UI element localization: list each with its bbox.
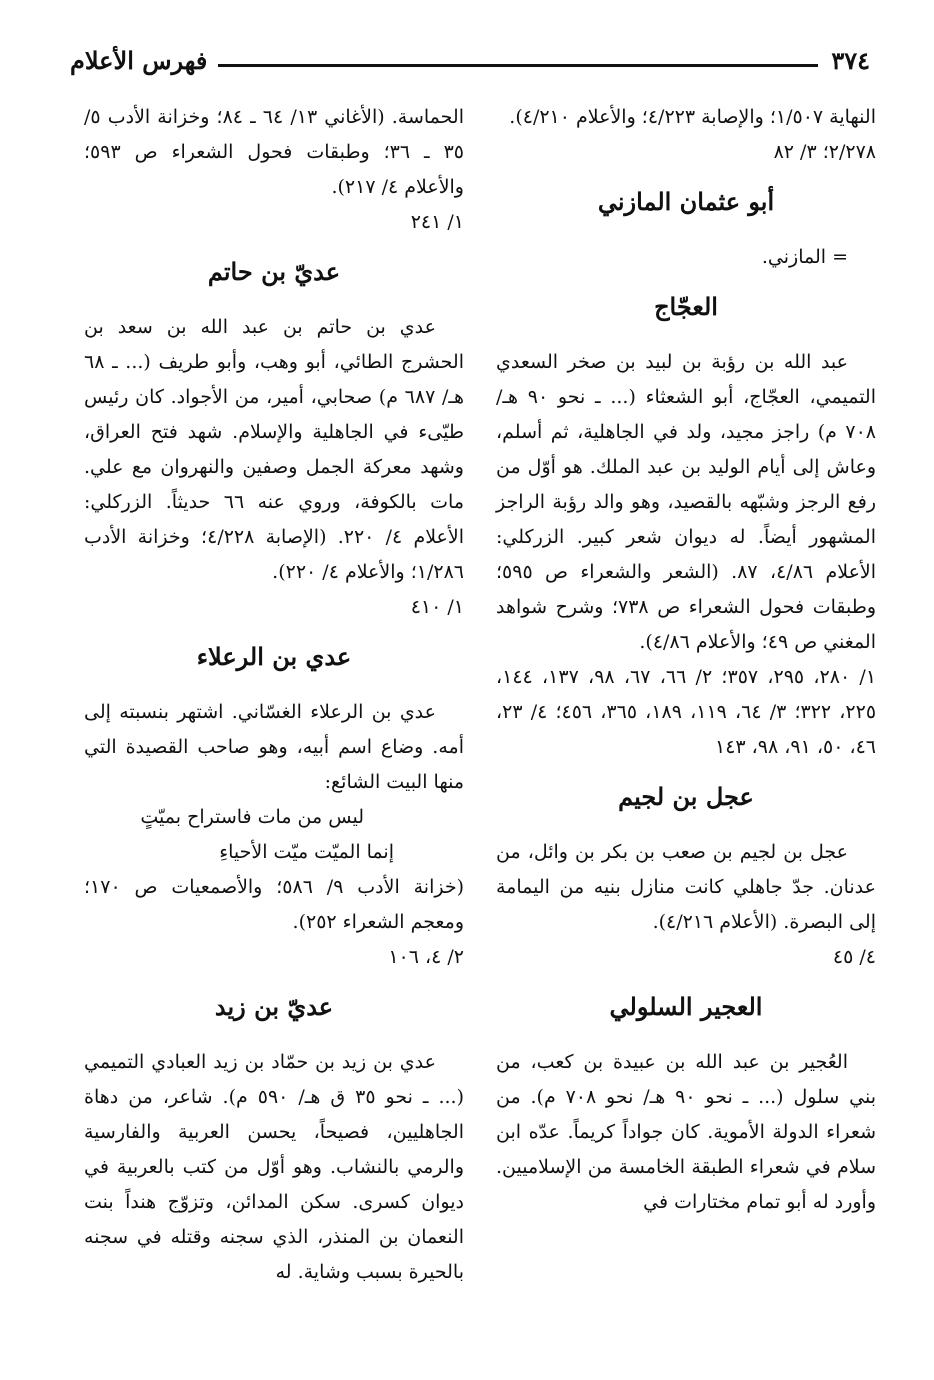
entry-text: عبد الله بن رؤبة بن لبيد بن صخر السعدي التميمي، العجّاج، أبو الشعثاء (... ـ نحو ٩٠ هـ/ ٧٠٨ م) راجز مجيد، ولد في الجاهلية، ثم أسلم، وعاش إلى أيام الوليد بن عبد الملك. هو أوّل من رفع الرجز وشبّهه بالقصيد، وهو والد رؤبة الراجز المشهور أيضاً. له ديوان شعر كبير. الزركلي: الأعلام ٤/٨٦، ٨٧. (الشعر والشعراء ص ٥٩٥؛ وطبقات فحول الشعراء ص ٧٣٨؛ وشرح شواهد المغني ص ٤٩؛ والأعلام ٤/٨٦). bbox=[496, 351, 877, 653]
entry-title: عدي بن الرعلاء bbox=[196, 642, 352, 671]
entry-text: عدي بن زيد بن حمّاد بن زيد العبادي التميمي (... ـ نحو ٣٥ ق هـ/ ٥٩٠ م). شاعر، من دهاة الجاهليين، فصيحاً، يحسن العربية والفارسية والرمي بالنشاب. وهو أوّل من كتب بالعربية في ديوان كسرى. سكن المدائن، وتزوّج هنداً بنت النعمان بن المنذر، الذي سجنه وقتله في سجنه بالحيرة بسبب وشاية. له bbox=[84, 1051, 464, 1283]
page-number: ٣٧٤ bbox=[831, 46, 870, 75]
entry-title: العجّاج bbox=[654, 292, 718, 321]
entry-text: عجل بن لجيم بن صعب بن بكر بن وائل، من عدنان. جدّ جاهلي كانت منازل بنيه من اليمامة إلى البصرة. (الأعلام ٤/٢١٦). bbox=[496, 841, 876, 933]
verse-line: إنما الميّت ميّت الأحياءِ bbox=[219, 841, 394, 863]
poem-verse bbox=[84, 800, 464, 870]
entry-text: عدي بن الرعلاء الغسّاني. اشتهر بنسبته إلى أمه. وضاع اسم أبيه، وهو صاحب القصيدة التي منها البيت الشائع: bbox=[84, 701, 464, 793]
entry-text: عدي بن حاتم بن عبد الله بن سعد بن الحشرج الطائي، أبو وهب، وأبو طريف (... ـ ٦٨ هـ/ ٦٨٧ م) صحابي، أمير، من الأجواد. كان رئيس طيّىء في الجاهلية والإسلام. شهد فتح العراق، وشهد معركة الجمل وصفين والنهروان مع علي. مات بالكوفة، وروي عنه ٦٦ حديثاً. الزركلي: الأعلام ٤/ ٢٢٠. (الإصابة ٤/٢٢٨؛ وخزانة الأدب ١/٢٨٦؛ والأعلام ٤/ ٢٢٠). bbox=[84, 316, 464, 583]
header-rule bbox=[218, 64, 818, 67]
page-references: ٢/٢٧٨؛ ٣/ ٨٢ bbox=[773, 141, 876, 163]
page-references: ١/ ٤١٠ bbox=[410, 596, 464, 618]
entry-title: عديّ بن حاتم bbox=[207, 257, 341, 286]
entry-title: أبو عثمان المازني bbox=[597, 187, 775, 216]
continued-text: الحماسة. (الأغاني ١٣/ ٦٤ ـ ٨٤؛ وخزانة الأدب ٥/ ٣٥ ـ ٣٦؛ وطبقات فحول الشعراء ص ٥٩٣؛ والأعلام ٤/ ٢١٧). bbox=[84, 106, 464, 198]
entry-text: = المازني. bbox=[761, 246, 848, 268]
entry-title: العجير السلولي bbox=[609, 992, 763, 1021]
continued-text: النهاية ١/٥٠٧؛ والإصابة ٤/٢٢٣؛ والأعلام ٤/٢١٠). bbox=[509, 106, 876, 128]
entry-title: عجل بن لجيم bbox=[618, 782, 754, 811]
running-title: فهرس الأعلام bbox=[70, 46, 208, 75]
page-references: ٢/ ٤، ١٠٦ bbox=[388, 946, 464, 968]
verse-line: ليس من مات فاستراح بميّتٍ bbox=[140, 806, 364, 828]
entry-text: العُجير بن عبد الله بن عبيدة بن كعب، من بني سلول (... ـ نحو ٩٠ هـ/ نحو ٧٠٨ م). من شعراء الدولة الأموية. كان جواداً كريماً. عدّه ابن سلام في شعراء الطبقة الخامسة من الإسلاميين. وأورد له أبو تمام مختارات في bbox=[496, 1051, 876, 1213]
page-references: ١/ ٢٨٠، ٢٩٥، ٣٥٧؛ ٢/ ٦٦، ٦٧، ٩٨، ١٣٧، ١٤٤، ٢٢٥، ٣٢٢؛ ٣/ ٦٤، ١١٩، ١٨٩، ٣٦٥، ٤٥٦؛ ٤/ ٢٣، ٤٦، ٥٠، ٩١، ٩٨، ١٤٣ bbox=[496, 666, 877, 758]
page-references: ١/ ٢٤١ bbox=[410, 211, 464, 233]
right-column bbox=[496, 100, 876, 1220]
left-column bbox=[84, 100, 464, 1290]
page-references: ٤/ ٤٥ bbox=[832, 946, 876, 968]
entry-text: (خزانة الأدب ٩/ ٥٨٦؛ والأصمعيات ص ١٧٠؛ ومعجم الشعراء ٢٥٢). bbox=[84, 876, 464, 933]
entry-title: عديّ بن زيد bbox=[214, 992, 334, 1021]
